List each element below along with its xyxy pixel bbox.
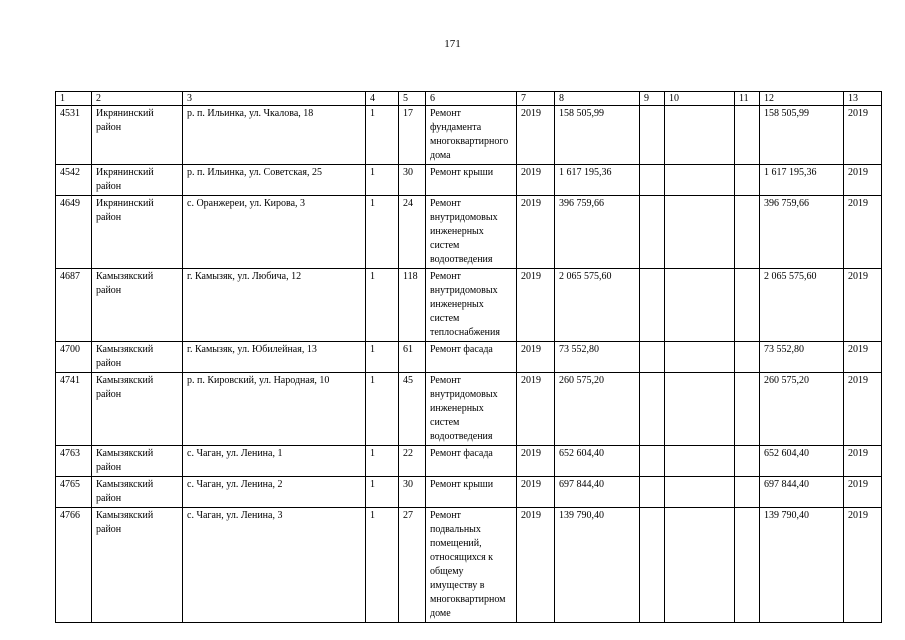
col5-cell: 30 (399, 477, 426, 508)
col13-year-cell: 2019 (844, 269, 882, 342)
district-cell: Камызякский район (92, 508, 183, 623)
col11-cell (735, 269, 760, 342)
column-number: 3 (183, 92, 366, 106)
year-cell: 2019 (517, 446, 555, 477)
col12-cost-cell: 1 617 195,36 (760, 165, 844, 196)
col11-cell (735, 165, 760, 196)
record-id-cell: 4531 (56, 106, 92, 165)
work-type-cell: Ремонт крыши (426, 165, 517, 196)
year-cell: 2019 (517, 165, 555, 196)
col5-cell: 17 (399, 106, 426, 165)
col13-year-cell: 2019 (844, 106, 882, 165)
col10-cell (665, 196, 735, 269)
address-cell: с. Чаган, ул. Ленина, 3 (183, 508, 366, 623)
year-cell: 2019 (517, 106, 555, 165)
column-number: 5 (399, 92, 426, 106)
total-cost-cell: 139 790,40 (555, 508, 640, 623)
column-number: 7 (517, 92, 555, 106)
col10-cell (665, 477, 735, 508)
col4-cell: 1 (366, 446, 399, 477)
total-cost-cell: 697 844,40 (555, 477, 640, 508)
col9-cell (640, 269, 665, 342)
col11-cell (735, 106, 760, 165)
year-cell: 2019 (517, 477, 555, 508)
col13-year-cell: 2019 (844, 373, 882, 446)
col4-cell: 1 (366, 508, 399, 623)
col4-cell: 1 (366, 165, 399, 196)
col12-cost-cell: 260 575,20 (760, 373, 844, 446)
col10-cell (665, 106, 735, 165)
col12-cost-cell: 158 505,99 (760, 106, 844, 165)
total-cost-cell: 652 604,40 (555, 446, 640, 477)
col5-cell: 61 (399, 342, 426, 373)
record-id-cell: 4766 (56, 508, 92, 623)
col9-cell (640, 165, 665, 196)
col10-cell (665, 342, 735, 373)
col5-cell: 45 (399, 373, 426, 446)
record-id-cell: 4763 (56, 446, 92, 477)
col13-year-cell: 2019 (844, 477, 882, 508)
total-cost-cell: 1 617 195,36 (555, 165, 640, 196)
page-number: 171 (444, 38, 461, 50)
col4-cell: 1 (366, 373, 399, 446)
table-row (56, 269, 882, 342)
column-number: 11 (735, 92, 760, 106)
address-cell: с. Оранжереи, ул. Кирова, 3 (183, 196, 366, 269)
district-cell: Камызякский район (92, 269, 183, 342)
col13-year-cell: 2019 (844, 165, 882, 196)
record-id-cell: 4687 (56, 269, 92, 342)
column-number: 9 (640, 92, 665, 106)
year-cell: 2019 (517, 269, 555, 342)
col9-cell (640, 477, 665, 508)
col13-year-cell: 2019 (844, 446, 882, 477)
column-number: 10 (665, 92, 735, 106)
column-number: 1 (56, 92, 92, 106)
col9-cell (640, 196, 665, 269)
address-cell: р. п. Кировский, ул. Народная, 10 (183, 373, 366, 446)
record-id-cell: 4649 (56, 196, 92, 269)
col10-cell (665, 508, 735, 623)
record-id-cell: 4741 (56, 373, 92, 446)
col12-cost-cell: 396 759,66 (760, 196, 844, 269)
total-cost-cell: 396 759,66 (555, 196, 640, 269)
work-type-cell: Ремонт фасада (426, 342, 517, 373)
address-cell: р. п. Ильинка, ул. Советская, 25 (183, 165, 366, 196)
col5-cell: 118 (399, 269, 426, 342)
col10-cell (665, 446, 735, 477)
table-row (56, 342, 882, 373)
repair-register-table (55, 91, 882, 623)
col11-cell (735, 508, 760, 623)
total-cost-cell: 260 575,20 (555, 373, 640, 446)
col5-cell: 22 (399, 446, 426, 477)
col12-cost-cell: 2 065 575,60 (760, 269, 844, 342)
work-type-cell: Ремонт подвальных помещений, относящихся к общему имуществу в многоквартирном доме (426, 508, 517, 623)
col12-cost-cell: 73 552,80 (760, 342, 844, 373)
address-cell: р. п. Ильинка, ул. Чкалова, 18 (183, 106, 366, 165)
col4-cell: 1 (366, 269, 399, 342)
col5-cell: 30 (399, 165, 426, 196)
column-number: 12 (760, 92, 844, 106)
col10-cell (665, 373, 735, 446)
column-number: 4 (366, 92, 399, 106)
col4-cell: 1 (366, 106, 399, 165)
year-cell: 2019 (517, 508, 555, 623)
table-row (56, 196, 882, 269)
col4-cell: 1 (366, 342, 399, 373)
record-id-cell: 4765 (56, 477, 92, 508)
table-row (56, 165, 882, 196)
total-cost-cell: 73 552,80 (555, 342, 640, 373)
district-cell: Камызякский район (92, 477, 183, 508)
col12-cost-cell: 697 844,40 (760, 477, 844, 508)
col5-cell: 27 (399, 508, 426, 623)
col13-year-cell: 2019 (844, 342, 882, 373)
district-cell: Икрянинский район (92, 196, 183, 269)
record-id-cell: 4542 (56, 165, 92, 196)
total-cost-cell: 2 065 575,60 (555, 269, 640, 342)
district-cell: Икрянинский район (92, 165, 183, 196)
col11-cell (735, 373, 760, 446)
col9-cell (640, 446, 665, 477)
col12-cost-cell: 652 604,40 (760, 446, 844, 477)
col11-cell (735, 342, 760, 373)
address-cell: г. Камызяк, ул. Любича, 12 (183, 269, 366, 342)
col11-cell (735, 446, 760, 477)
col12-cost-cell: 139 790,40 (760, 508, 844, 623)
col9-cell (640, 342, 665, 373)
table-row (56, 508, 882, 623)
col4-cell: 1 (366, 196, 399, 269)
col13-year-cell: 2019 (844, 196, 882, 269)
work-type-cell: Ремонт внутридомовых инженерных систем водоотведения (426, 373, 517, 446)
district-cell: Камызякский район (92, 373, 183, 446)
col5-cell: 24 (399, 196, 426, 269)
address-cell: с. Чаган, ул. Ленина, 1 (183, 446, 366, 477)
district-cell: Икрянинский район (92, 106, 183, 165)
column-number: 6 (426, 92, 517, 106)
year-cell: 2019 (517, 373, 555, 446)
column-number-row (56, 92, 882, 106)
work-type-cell: Ремонт внутридомовых инженерных систем теплоснабжения (426, 269, 517, 342)
col4-cell: 1 (366, 477, 399, 508)
col11-cell (735, 196, 760, 269)
column-number: 13 (844, 92, 882, 106)
total-cost-cell: 158 505,99 (555, 106, 640, 165)
record-id-cell: 4700 (56, 342, 92, 373)
district-cell: Камызякский район (92, 446, 183, 477)
district-cell: Камызякский район (92, 342, 183, 373)
table-row (56, 373, 882, 446)
year-cell: 2019 (517, 342, 555, 373)
col10-cell (665, 269, 735, 342)
table-row (56, 477, 882, 508)
col9-cell (640, 373, 665, 446)
address-cell: с. Чаган, ул. Ленина, 2 (183, 477, 366, 508)
work-type-cell: Ремонт внутридомовых инженерных систем водоотведения (426, 196, 517, 269)
work-type-cell: Ремонт фундамента многоквартирного дома (426, 106, 517, 165)
work-type-cell: Ремонт крыши (426, 477, 517, 508)
year-cell: 2019 (517, 196, 555, 269)
address-cell: г. Камызяк, ул. Юбилейная, 13 (183, 342, 366, 373)
col13-year-cell: 2019 (844, 508, 882, 623)
col11-cell (735, 477, 760, 508)
col9-cell (640, 106, 665, 165)
column-number: 8 (555, 92, 640, 106)
table-row (56, 106, 882, 165)
col10-cell (665, 165, 735, 196)
table-row (56, 446, 882, 477)
work-type-cell: Ремонт фасада (426, 446, 517, 477)
column-number: 2 (92, 92, 183, 106)
col9-cell (640, 508, 665, 623)
